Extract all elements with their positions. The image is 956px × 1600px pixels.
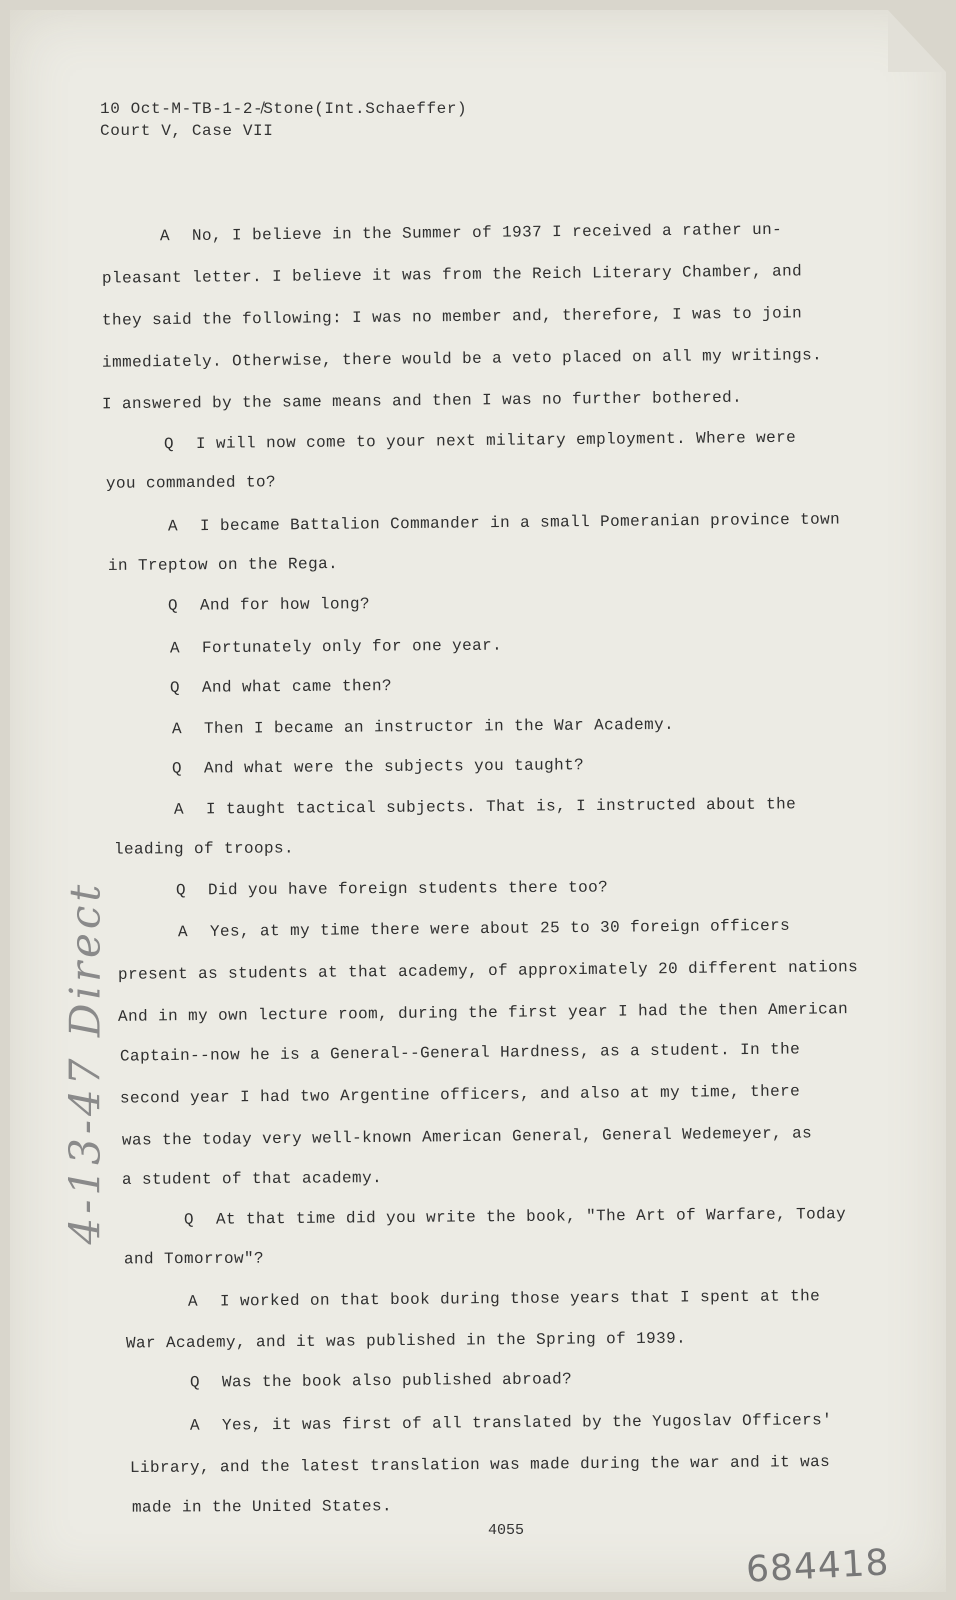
line-text: Did you have foreign students there too?	[207, 878, 609, 900]
transcript-line	[172, 716, 674, 738]
transcript-line	[178, 917, 790, 941]
speaker-marker: A	[159, 227, 171, 246]
page-number: 4055	[488, 1522, 525, 1539]
transcript-line	[168, 510, 840, 535]
transcript-line	[160, 221, 782, 246]
speaker-marker: Q	[169, 678, 181, 697]
line-text: Fortunately only for one year.	[201, 636, 503, 658]
speaker-marker: A	[187, 1292, 199, 1311]
transcript-line	[132, 1497, 392, 1516]
line-text: a student of that academy.	[121, 1169, 383, 1189]
line-text: No, I believe in the Summer of 1937 I received a rather un-	[191, 220, 783, 245]
transcript-line	[170, 677, 392, 697]
line-text: Yes, at my time there were about 25 to 30 foreign officers	[209, 916, 791, 941]
line-text: Yes, it was first of all translated by the Yugoslav Officers'	[221, 1411, 833, 1435]
transcript-line	[174, 795, 796, 818]
line-text: and Tomorrow"?	[123, 1249, 265, 1269]
line-text: second year I had two Argentine officers, and also at my time, there	[119, 1082, 801, 1108]
line-text: And for how long?	[199, 595, 371, 615]
line-text: Was the book also published abroad?	[221, 1370, 573, 1392]
line-text: Then I became an instructor in the War Academy.	[203, 715, 675, 738]
line-text: And what came then?	[201, 677, 393, 697]
transcript-line	[130, 1453, 830, 1477]
transcript-line	[114, 839, 294, 858]
folded-corner	[888, 10, 946, 72]
line-text: And in my own lecture room, during the first year I had the then American	[117, 1000, 849, 1026]
line-text: I answered by the same means and then I was no further bothered.	[101, 388, 743, 414]
line-text: War Academy, and it was published in the Spring of 1939.	[125, 1329, 687, 1353]
line-text: you commanded to?	[105, 473, 277, 493]
transcript-line	[118, 958, 858, 984]
line-text: And what were the subjects you taught?	[203, 756, 585, 778]
speaker-marker: Q	[163, 435, 175, 454]
speaker-marker: A	[189, 1416, 201, 1435]
line-text: Library, and the latest translation was made during the war and it was	[129, 1452, 831, 1478]
transcript-line	[184, 1205, 846, 1229]
transcript-line	[118, 1000, 848, 1026]
line-text: At that time did you write the book, "The Art of Warfare, Today	[215, 1205, 847, 1229]
transcript-line	[106, 473, 276, 492]
line-text: in Treptow on the Rega.	[107, 554, 339, 576]
transcript-line	[102, 304, 802, 329]
transcript-line	[170, 637, 502, 658]
transcript-line	[102, 262, 802, 287]
line-text: made in the United States.	[131, 1497, 393, 1517]
line-text: they said the following: I was no member and, therefore, I was to join	[101, 304, 803, 330]
header-line-1: 10 Oct-M-TB-1-2-̸Stone(Int.Schaeffer)	[100, 100, 468, 118]
transcript-line	[120, 1082, 800, 1107]
transcript-line	[190, 1370, 572, 1391]
speaker-marker: A	[173, 800, 185, 819]
transcript-line	[122, 1124, 812, 1149]
line-text: present as students at that academy, of approximately 20 different nations	[117, 958, 859, 984]
speaker-marker: Q	[175, 881, 187, 900]
transcript-line	[102, 389, 742, 414]
line-text: I became Battalion Commander in a small Pomeranian province town	[199, 510, 841, 536]
margin-note: 4-13-47 Direct	[60, 880, 110, 1245]
line-text: Captain--now he is a General--General Hardness, as a student. In the	[119, 1040, 801, 1066]
transcript-line	[188, 1287, 820, 1311]
speaker-marker: Q	[183, 1210, 195, 1229]
header-line-2: Court V, Case VII	[100, 122, 274, 140]
transcript-line	[172, 756, 584, 778]
line-text: I taught tactical subjects. That is, I instructed about the	[205, 795, 797, 819]
line-text: leading of troops.	[113, 839, 295, 859]
line-text: was the today very well-known American General, General Wedemeyer, as	[121, 1124, 813, 1150]
speaker-marker: A	[169, 639, 181, 658]
transcript-line	[108, 555, 338, 575]
speaker-marker: A	[167, 517, 179, 536]
transcript-line	[164, 429, 796, 454]
speaker-marker: A	[171, 720, 183, 739]
speaker-marker: A	[177, 923, 189, 942]
stamp-number: 684418	[745, 1542, 891, 1591]
speaker-marker: Q	[189, 1373, 201, 1392]
line-text: immediately. Otherwise, there would be a veto placed on all my writings.	[101, 346, 823, 372]
speaker-marker: Q	[171, 759, 183, 778]
transcript-line	[102, 346, 822, 372]
transcript-line	[122, 1169, 382, 1189]
transcript-line	[168, 595, 370, 615]
line-text: I worked on that book during those years that I spent at the	[219, 1287, 821, 1311]
transcript-line	[176, 878, 608, 899]
transcript-line	[190, 1411, 832, 1435]
line-text: I will now come to your next military employment. Where were	[195, 428, 797, 453]
line-text: pleasant letter. I believe it was from the Reich Literary Chamber, and	[101, 262, 803, 288]
document-page	[10, 10, 946, 1592]
transcript-line	[126, 1330, 686, 1353]
transcript-line	[120, 1040, 800, 1065]
transcript-line	[124, 1250, 264, 1269]
speaker-marker: Q	[167, 596, 179, 615]
